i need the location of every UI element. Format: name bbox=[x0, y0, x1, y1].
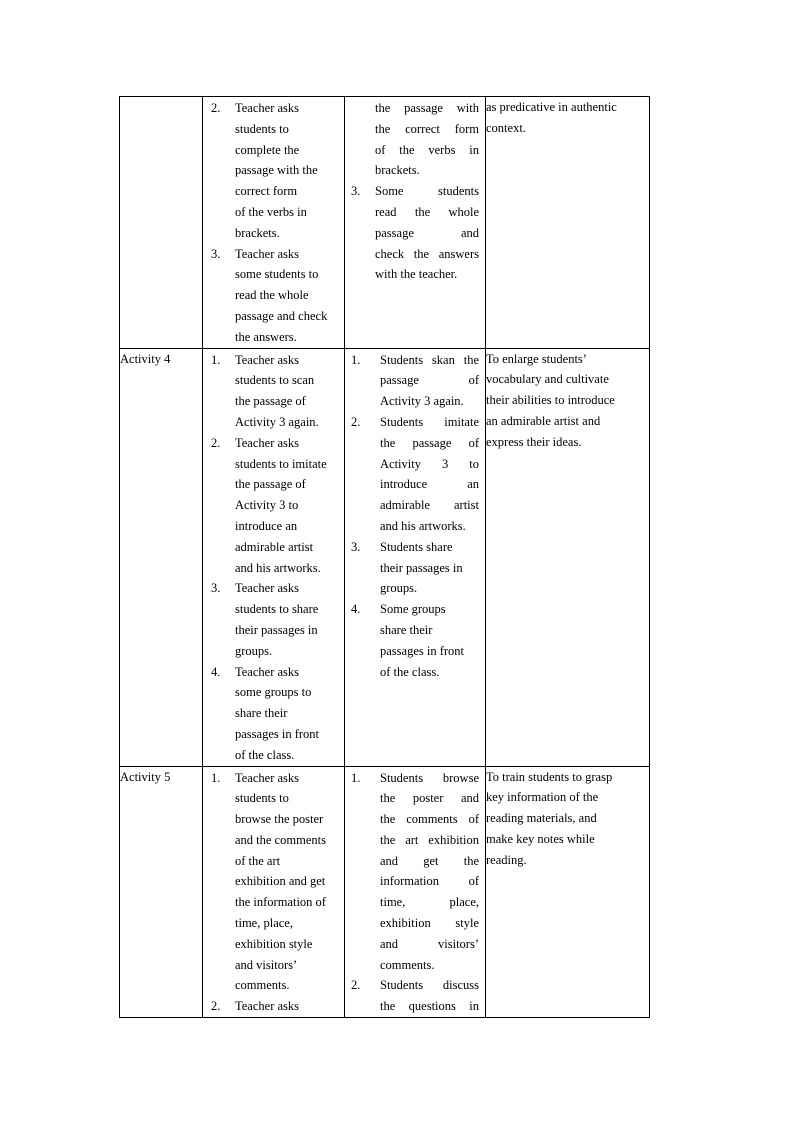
list-item: 1. Teacher asks students to scan the passage of Activity 3 again. bbox=[211, 352, 319, 429]
list-item: the passage with the correct form of the verbs in brackets. bbox=[375, 101, 479, 178]
table-row bbox=[120, 766, 650, 1018]
student-activity-cell bbox=[345, 97, 486, 349]
list-item: 2. Teacher asks students to imitate the passage of Activity 3 to introduce an admirable artist and his artworks. bbox=[211, 435, 327, 575]
activity-label: Activity 5 bbox=[120, 766, 203, 1018]
activity-label: Activity 4 bbox=[120, 348, 203, 766]
list-item: 1. Students browse the poster and the comments of the art exhibition and get the information of time, place, exhibition style and visitors’ comments. bbox=[351, 770, 479, 972]
list-item: 3. Some students read the whole passage and check the answers with the teacher. bbox=[351, 184, 479, 282]
list-item: 2. Students imitate the passage of Activity 3 to introduce an admirable artist and his artworks. bbox=[351, 414, 479, 533]
table-row bbox=[120, 348, 650, 766]
purpose-cell: To enlarge students’ vocabulary and cultivate their abilities to introduce an admirable artist and express their ideas. bbox=[486, 348, 650, 766]
student-activity-cell bbox=[345, 348, 486, 766]
purpose-cell: as predicative in authentic context. bbox=[486, 97, 650, 349]
list-item: 4. Teacher asks some groups to share their passages in front of the class. bbox=[211, 664, 320, 762]
list-item: 1. Teacher asks students to browse the poster and the comments of the art exhibition and get the information of time, place, exhibition style and visitors’ comments. bbox=[211, 770, 326, 993]
list-item: 1. Students skan the passage of Activity 3 again. bbox=[351, 352, 479, 409]
teacher-activity-cell bbox=[203, 97, 345, 349]
list-item: 3. Teacher asks students to share their passages in groups. bbox=[211, 581, 319, 658]
activity-label-cell bbox=[120, 97, 203, 349]
list-item: 2. Teacher asks students to complete the passage with the correct form of the verbs in brackets. bbox=[211, 101, 318, 240]
list-item: 2. Teacher asks bbox=[211, 999, 300, 1014]
teacher-activity-cell bbox=[203, 348, 345, 766]
student-activity-cell bbox=[345, 766, 486, 1018]
list-item: 2. Students discuss the questions in bbox=[351, 978, 479, 1014]
table-row bbox=[120, 97, 650, 349]
list-item: 4. Some groups share their passages in front of the class. bbox=[351, 602, 465, 679]
teacher-activity-cell bbox=[203, 766, 345, 1018]
list-item: 3. Teacher asks some students to read the whole passage and check the answers. bbox=[211, 246, 328, 344]
purpose-cell: To train students to grasp key information of the reading materials, and make key notes while reading. bbox=[486, 766, 650, 1018]
lesson-plan-table bbox=[119, 96, 650, 1018]
list-item: 3. Students share their passages in groups. bbox=[351, 539, 463, 596]
